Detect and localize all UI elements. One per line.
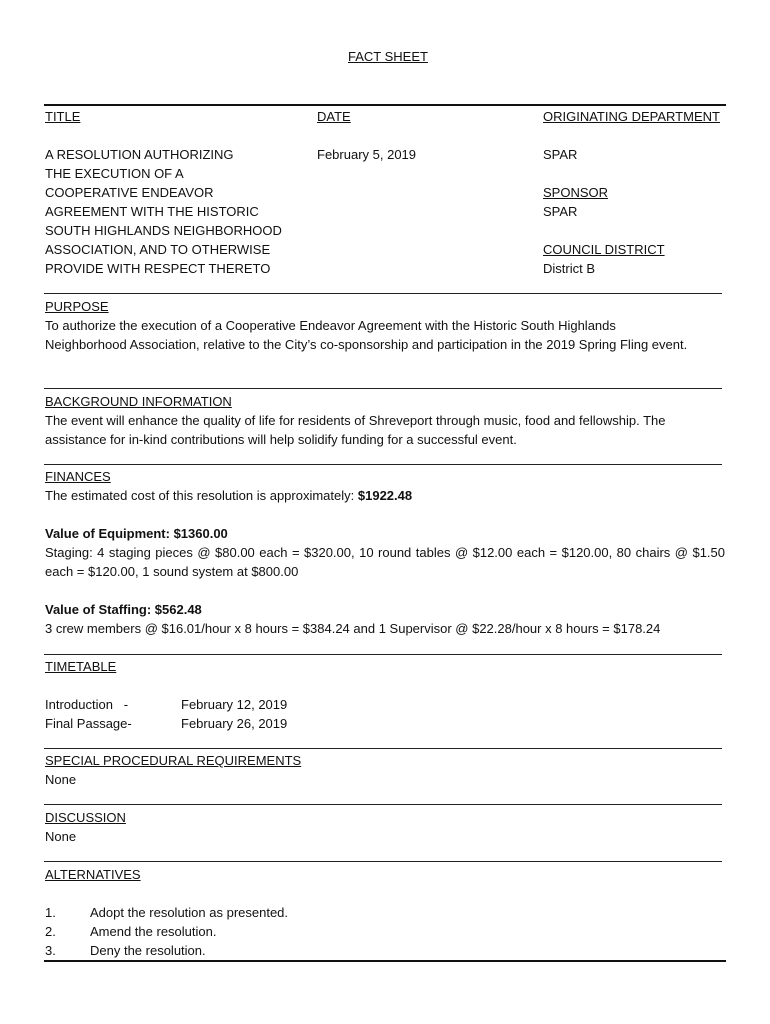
staffing-text: 3 crew members @ $16.01/hour x 8 hours = $384.24 and 1 Supervisor @ $22.28/hour x 8 hours = $178.24 — [45, 621, 661, 636]
discussion-text: None — [45, 829, 77, 844]
alternative-item: Adopt the resolution as presented. — [90, 905, 289, 920]
alternatives-label: ALTERNATIVES — [45, 867, 141, 882]
background-label: BACKGROUND INFORMATION — [45, 394, 232, 409]
purpose-label: PURPOSE — [45, 299, 109, 314]
council-district-value: District B — [543, 261, 595, 276]
estimated-cost-line — [45, 486, 412, 505]
estimated-cost-text: The estimated cost of this resolution is approximately: — [45, 488, 358, 503]
alternative-number: 3. — [45, 943, 56, 958]
resolution-title-line: SOUTH HIGHLANDS NEIGHBORHOOD — [45, 223, 282, 238]
timetable-row-date: February 12, 2019 — [181, 697, 288, 712]
alternative-item: Deny the resolution. — [90, 943, 206, 958]
estimated-cost-value: $1922.48 — [357, 488, 413, 503]
department-value: SPAR — [543, 147, 578, 162]
resolution-title-line: COOPERATIVE ENDEAVOR — [45, 185, 214, 200]
timetable-row-label: Introduction - — [45, 697, 129, 712]
staffing-heading: Value of Staffing: $562.48 — [45, 602, 202, 617]
title-label: TITLE — [45, 109, 81, 124]
section-rule — [44, 293, 722, 294]
department-label: ORIGINATING DEPARTMENT — [543, 109, 720, 124]
discussion-label: DISCUSSION — [45, 810, 126, 825]
equipment-heading: Value of Equipment: $1360.00 — [45, 526, 228, 541]
equipment-text: Staging: 4 staging pieces @ $80.00 each = $320.00, 10 round tables @ $12.00 each = $120.00, 80 chairs @ $1.50 each = $120.00, 1 sound system at $800.00 — [45, 545, 725, 579]
section-rule — [44, 748, 722, 749]
date-label: DATE — [317, 109, 351, 124]
resolution-title-line: AGREEMENT WITH THE HISTORIC — [45, 204, 259, 219]
sponsor-label: SPONSOR — [543, 185, 609, 200]
bottom-rule — [44, 960, 726, 962]
timetable-label: TIMETABLE — [45, 659, 117, 674]
section-rule — [44, 861, 722, 862]
timetable-row-label: Final Passage- — [45, 716, 132, 731]
background-text: The event will enhance the quality of life for residents of Shreveport through music, food and fellowship. The assistance for in-kind contributions will help solidify funding for a successful event. — [45, 413, 666, 447]
purpose-text: To authorize the execution of a Cooperative Endeavor Agreement with the Historic South Highlands Neighborhood Association, relative to the City’s co-sponsorship and participation in the 2019 Spring Fling event. — [45, 318, 688, 352]
alternative-number: 1. — [45, 905, 56, 920]
section-rule — [44, 388, 722, 389]
council-district-label: COUNCIL DISTRICT — [543, 242, 665, 257]
alternative-item: Amend the resolution. — [90, 924, 217, 939]
date-value: February 5, 2019 — [317, 147, 417, 162]
special-requirements-label: SPECIAL PROCEDURAL REQUIREMENTS — [45, 753, 302, 768]
special-requirements-text: None — [45, 772, 77, 787]
section-rule — [44, 804, 722, 805]
document-title: FACT SHEET — [348, 49, 428, 64]
resolution-title-line: THE EXECUTION OF A — [45, 166, 184, 181]
section-rule — [44, 654, 722, 655]
timetable-row-date: February 26, 2019 — [181, 716, 288, 731]
sponsor-value: SPAR — [543, 204, 578, 219]
alternative-number: 2. — [45, 924, 56, 939]
resolution-title-line: ASSOCIATION, AND TO OTHERWISE — [45, 242, 271, 257]
finances-label: FINANCES — [45, 469, 111, 484]
header-top-rule — [44, 104, 726, 106]
resolution-title-line: A RESOLUTION AUTHORIZING — [45, 147, 234, 162]
resolution-title-line: PROVIDE WITH RESPECT THERETO — [45, 261, 271, 276]
section-rule — [44, 464, 722, 465]
